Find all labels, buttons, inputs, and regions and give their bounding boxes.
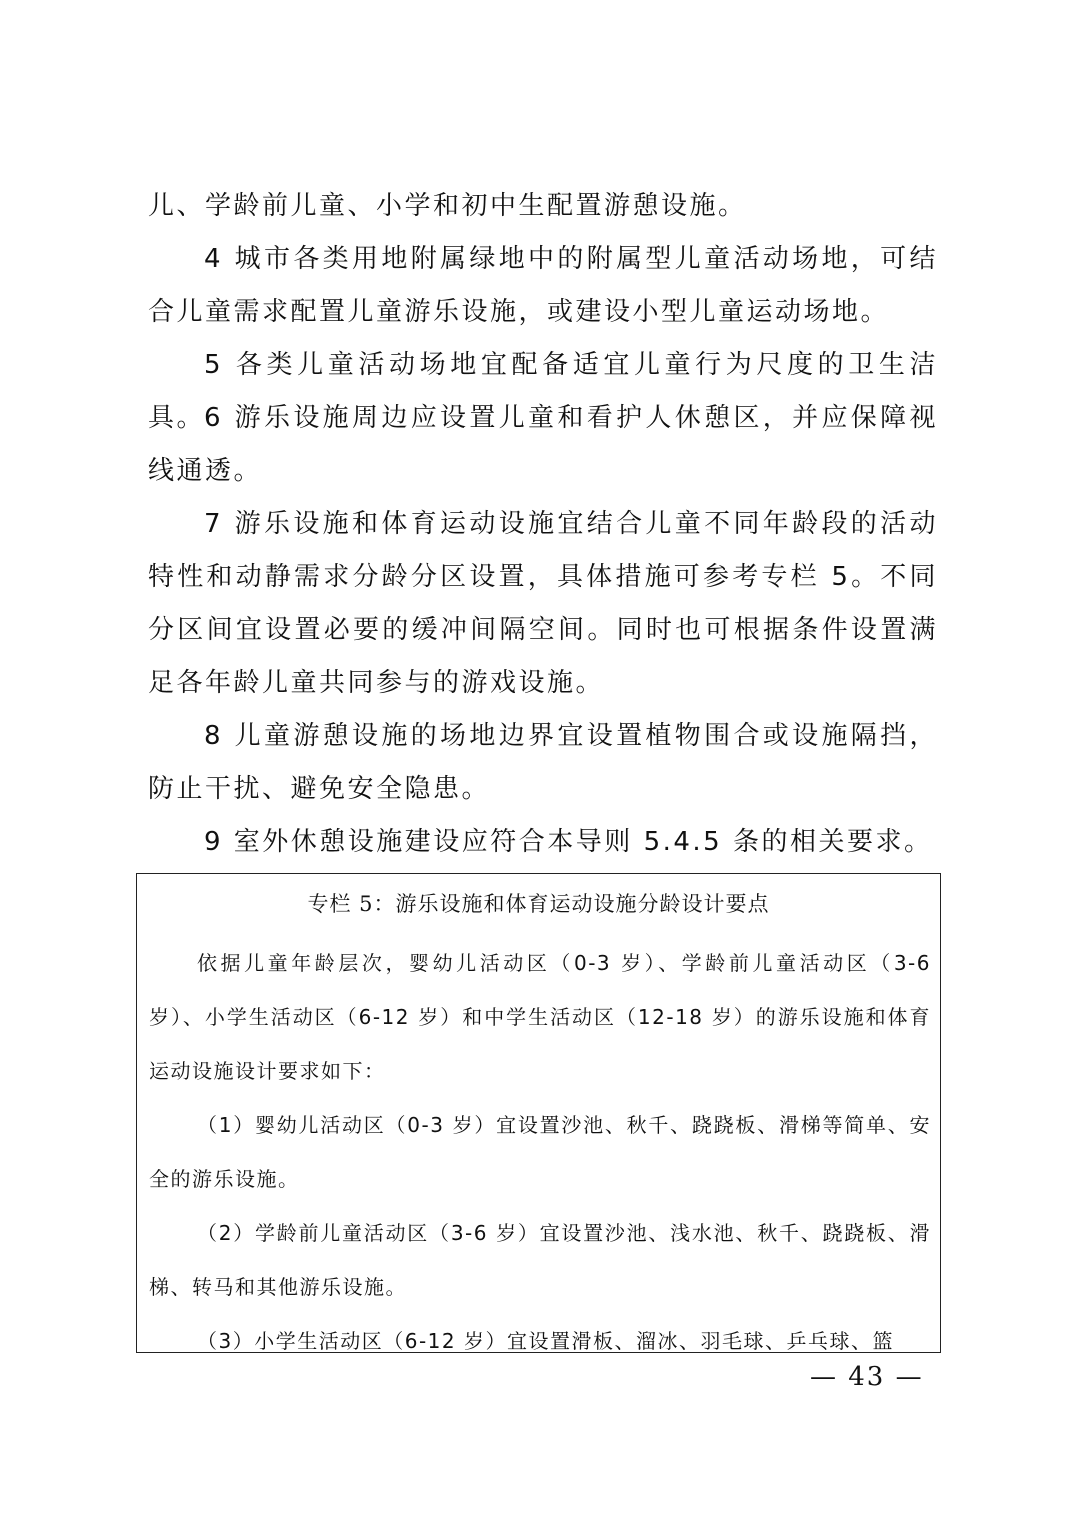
paragraph-item-4: 4 城市各类用地附属绿地中的附属型儿童活动场地，可结合儿童需求配置儿童游乐设施，或建设小型儿童运动场地。 xyxy=(148,244,938,327)
paragraph-item-6: 6 游乐设施周边应设置儿童和看护人休憩区，并应保障视线通透。 xyxy=(148,403,938,486)
paragraph-item-5: 5 各类儿童活动场地宜配备适宜儿童行为尺度的卫生洁具。 xyxy=(148,350,938,433)
paragraph-item-8: 8 儿童游憩设施的场地边界宜设置植物围合或设施隔挡，防止干扰、避免安全隐患。 xyxy=(148,721,938,804)
sidebar-box-intro: 依据儿童年龄层次，婴幼儿活动区（0-3 岁）、学龄前儿童活动区（3-6 岁）、小学生活动区（6-12 岁）和中学生活动区（12-18 岁）的游乐设施和体育运动设施设计要求如下： xyxy=(149,951,931,1083)
sidebar-box-item-2: （2）学龄前儿童活动区（3-6 岁）宜设置沙池、浅水池、秋千、跷跷板、滑梯、转马和其他游乐设施。 xyxy=(149,1221,931,1299)
sidebar-box-column-5 xyxy=(136,873,941,1353)
sidebar-box-item-3: （3）小学生活动区（6-12 岁）宜设置滑板、溜冰、羽毛球、乒乓球、篮 xyxy=(197,1329,894,1353)
page-number: — 43 — xyxy=(810,1362,924,1392)
paragraph-item-9: 9 室外休憩设施建设应符合本导则 5.4.5 条的相关要求。 xyxy=(204,827,933,857)
paragraph-continuation: 儿、学龄前儿童、小学和初中生配置游憩设施。 xyxy=(148,191,747,221)
paragraph-item-7: 7 游乐设施和体育运动设施宜结合儿童不同年龄段的活动特性和动静需求分龄分区设置，具体措施可参考专栏 5。不同分区间宜设置必要的缓冲间隔空间。同时也可根据条件设置满足各年龄儿童共同参与的游戏设施。 xyxy=(148,509,938,698)
sidebar-box-title: 专栏 5：游乐设施和体育运动设施分龄设计要点 xyxy=(307,892,770,916)
sidebar-box-item-1: （1）婴幼儿活动区（0-3 岁）宜设置沙池、秋千、跷跷板、滑梯等简单、安全的游乐设施。 xyxy=(149,1113,931,1191)
